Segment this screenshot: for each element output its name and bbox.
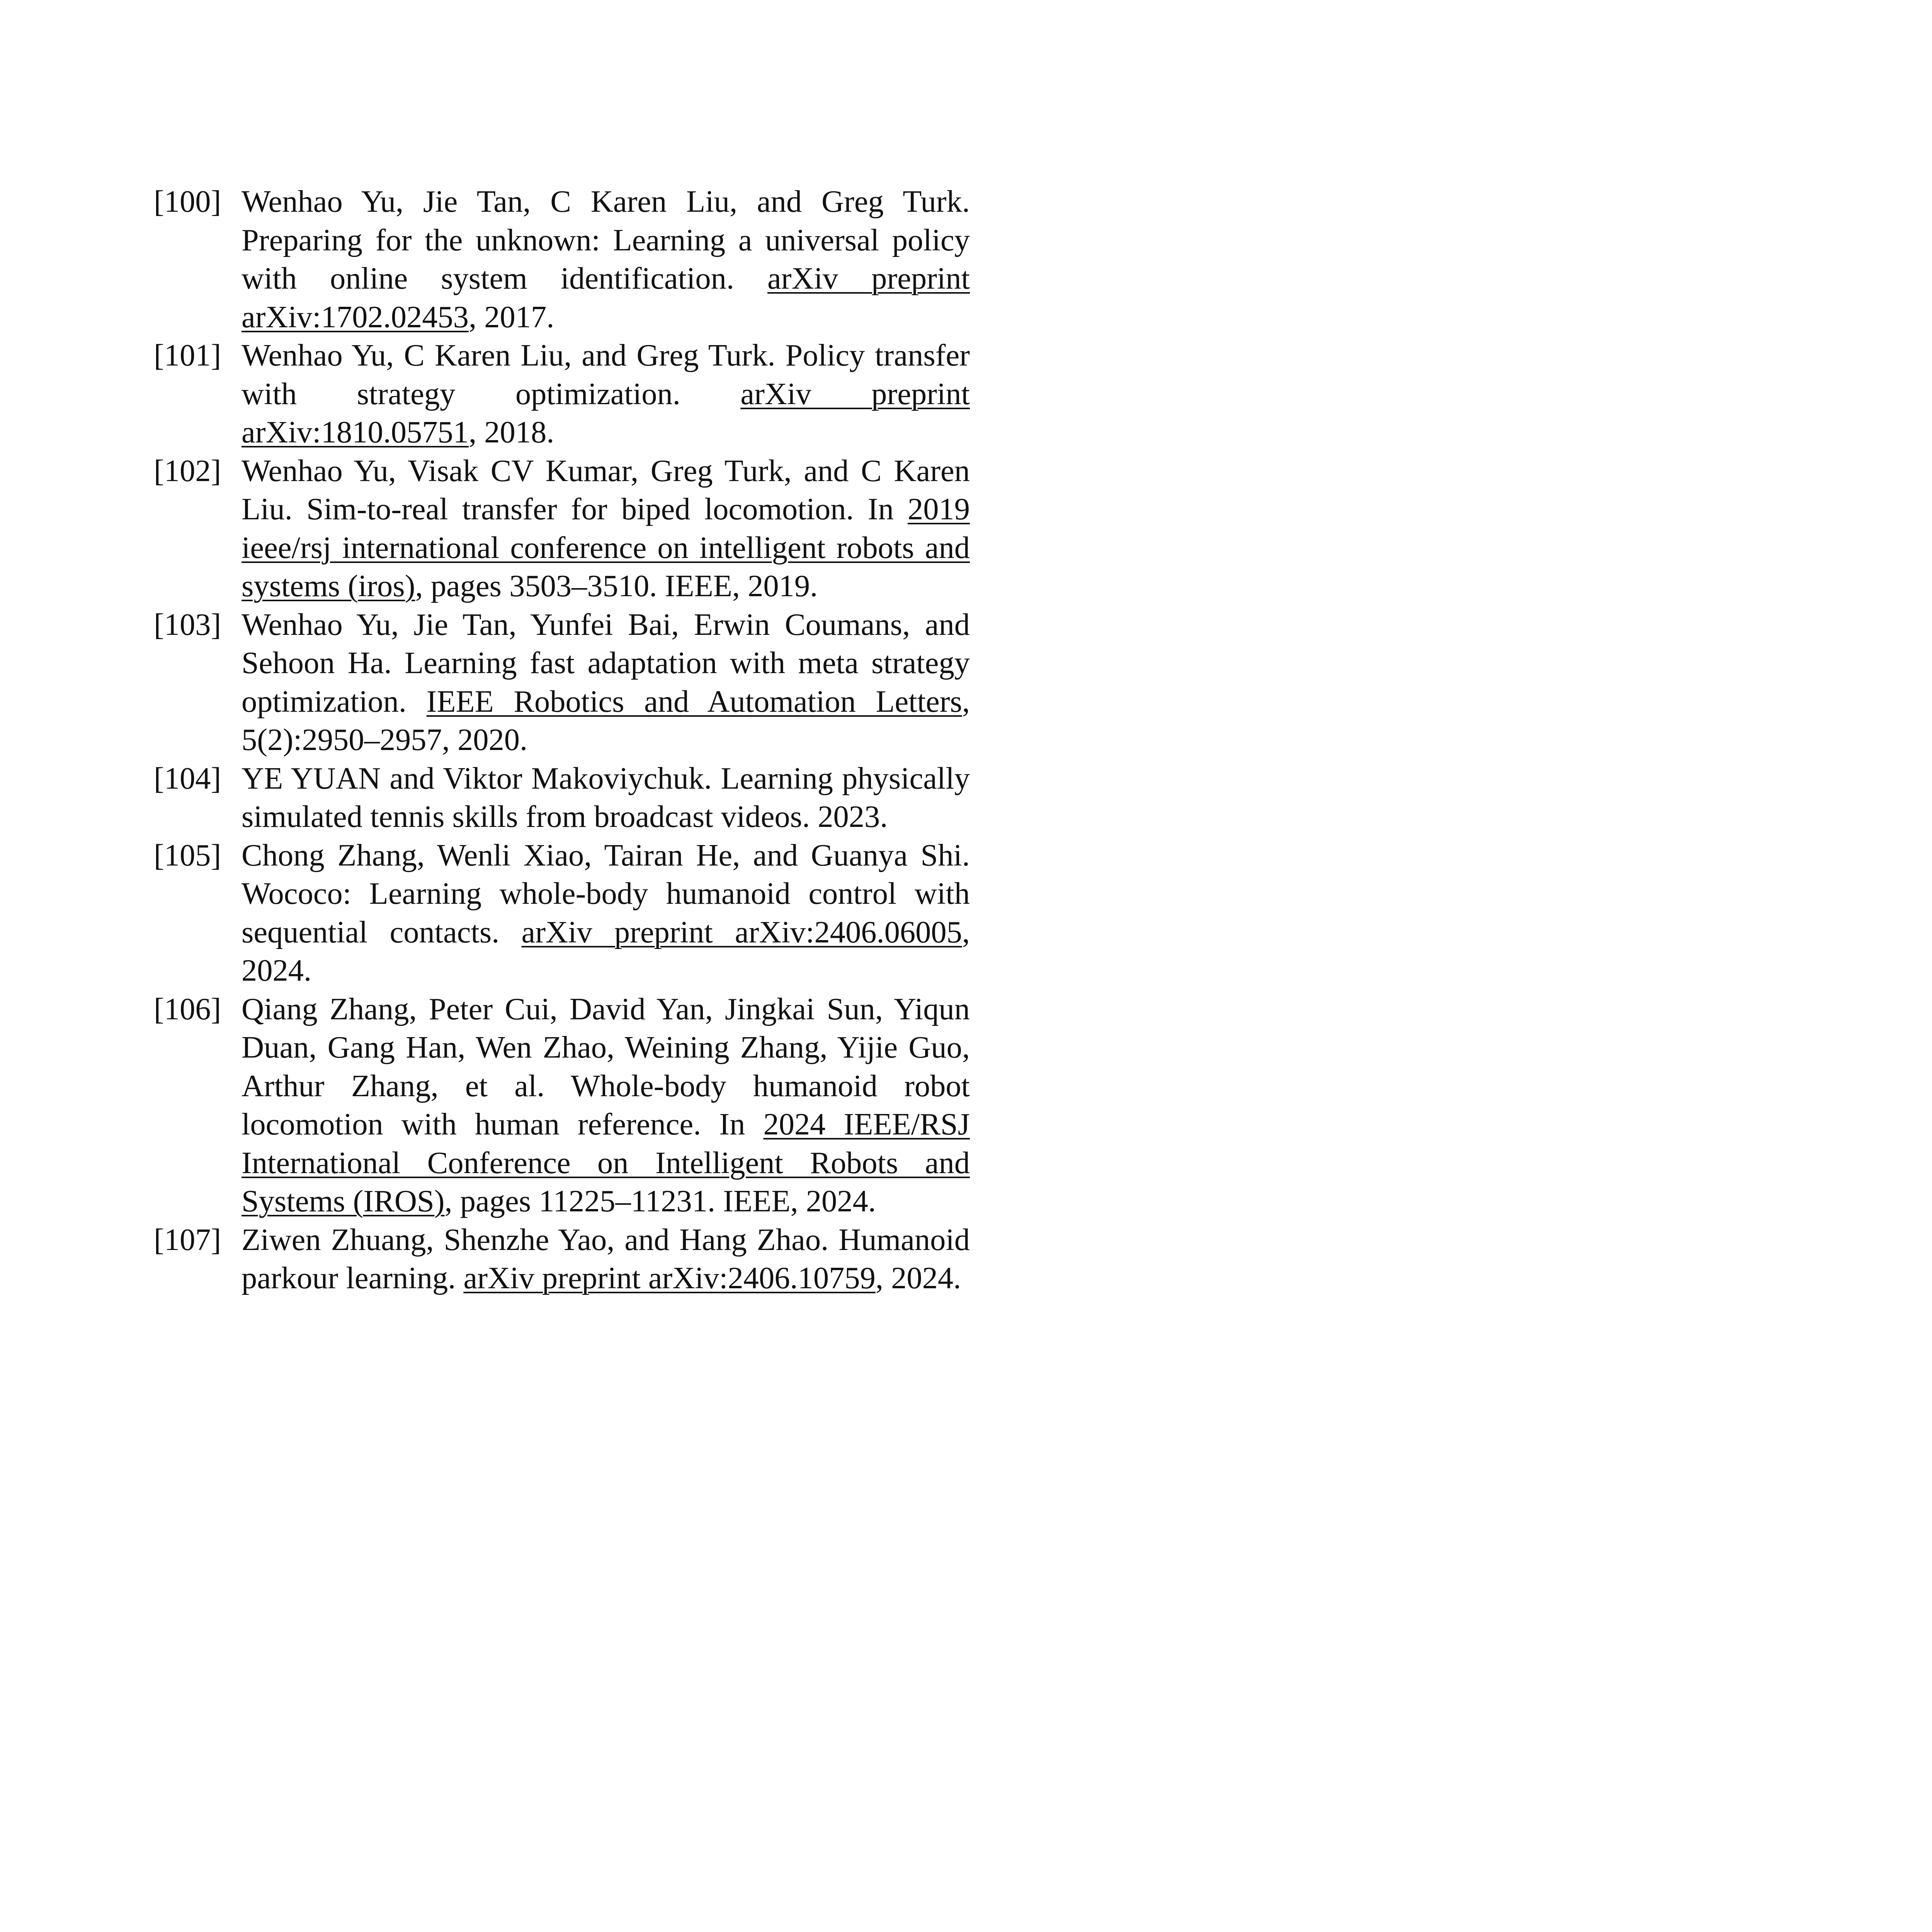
reference-body: Wenhao Yu, C Karen Liu, and Greg Turk. Policy transfer with strategy optimization. xyxy=(242,338,970,411)
reference-venue: 2019 ieee/rsj international conference on intelligent robots and systems (iros) xyxy=(242,492,970,603)
reference-106 xyxy=(154,990,970,1221)
reference-label: [101] xyxy=(154,338,221,372)
reference-body: Qiang Zhang, Peter Cui, David Yan, Jingkai Sun, Yiqun Duan, Gang Han, Wen Zhao, Weining Zhang, Yijie Guo, Arthur Zhang, et al. Whole-body humanoid robot locomotion with human reference. In xyxy=(242,992,970,1141)
reference-101 xyxy=(154,336,970,452)
reference-body: Wenhao Yu, Jie Tan, C Karen Liu, and Greg Turk. Preparing for the unknown: Learning a universal policy with online system identification. xyxy=(242,184,970,296)
reference-venue: arXiv preprint arXiv:2406.06005 xyxy=(521,915,962,949)
reference-100 xyxy=(154,182,970,336)
reference-body: Ziwen Zhuang, Shenzhe Yao, and Hang Zhao. Humanoid parkour learning. xyxy=(242,1222,970,1295)
reference-venue: 2024 IEEE/RSJ International Conference on Intelligent Robots and Systems (IROS) xyxy=(242,1107,970,1218)
reference-body: Chong Zhang, Wenli Xiao, Tairan He, and Guanya Shi. Wococo: Learning whole-body humanoid control with sequential contacts. xyxy=(242,838,970,949)
reference-body: Wenhao Yu, Visak CV Kumar, Greg Turk, and C Karen Liu. Sim-to-real transfer for biped locomotion. In xyxy=(242,453,970,526)
reference-107 xyxy=(154,1221,970,1298)
reference-text xyxy=(242,605,970,759)
reference-venue: arXiv preprint arXiv:1810.05751 xyxy=(242,376,970,449)
reference-tail: , 2024. xyxy=(875,1261,961,1295)
reference-tail: , pages 3503–3510. IEEE, 2019. xyxy=(415,569,818,603)
reference-text xyxy=(242,1221,970,1298)
reference-text xyxy=(242,990,970,1221)
reference-text xyxy=(242,759,970,836)
reference-text xyxy=(242,182,970,336)
reference-label: [100] xyxy=(154,184,221,219)
reference-tail: , 2024. xyxy=(242,915,970,988)
reference-105 xyxy=(154,836,970,990)
reference-text xyxy=(242,336,970,452)
reference-label: [106] xyxy=(154,992,221,1026)
reference-venue: arXiv preprint arXiv:2406.10759 xyxy=(463,1261,876,1295)
reference-text xyxy=(242,836,970,990)
reference-tail: , 5(2):2950–2957, 2020. xyxy=(242,684,970,757)
reference-label: [107] xyxy=(154,1222,221,1257)
reference-tail: , pages 11225–11231. IEEE, 2024. xyxy=(444,1184,876,1218)
reference-label: [103] xyxy=(154,607,221,642)
reference-text xyxy=(242,452,970,605)
reference-body: YE YUAN and Viktor Makoviychuk. Learning physically simulated tennis skills from broadcast videos. 2023. xyxy=(242,761,970,834)
reference-venue: arXiv preprint arXiv:1702.02453 xyxy=(242,261,970,334)
reference-body: Wenhao Yu, Jie Tan, Yunfei Bai, Erwin Coumans, and Sehoon Ha. Learning fast adaptation with meta strategy optimization. xyxy=(242,607,970,719)
reference-label: [104] xyxy=(154,761,221,796)
reference-label: [102] xyxy=(154,453,221,488)
reference-list xyxy=(154,182,970,1298)
reference-103 xyxy=(154,605,970,759)
reference-tail: , 2018. xyxy=(469,415,554,449)
reference-label: [105] xyxy=(154,838,221,872)
reference-tail: , 2017. xyxy=(469,299,554,334)
reference-venue: IEEE Robotics and Automation Letters xyxy=(426,684,962,719)
reference-102 xyxy=(154,452,970,605)
reference-104 xyxy=(154,759,970,836)
